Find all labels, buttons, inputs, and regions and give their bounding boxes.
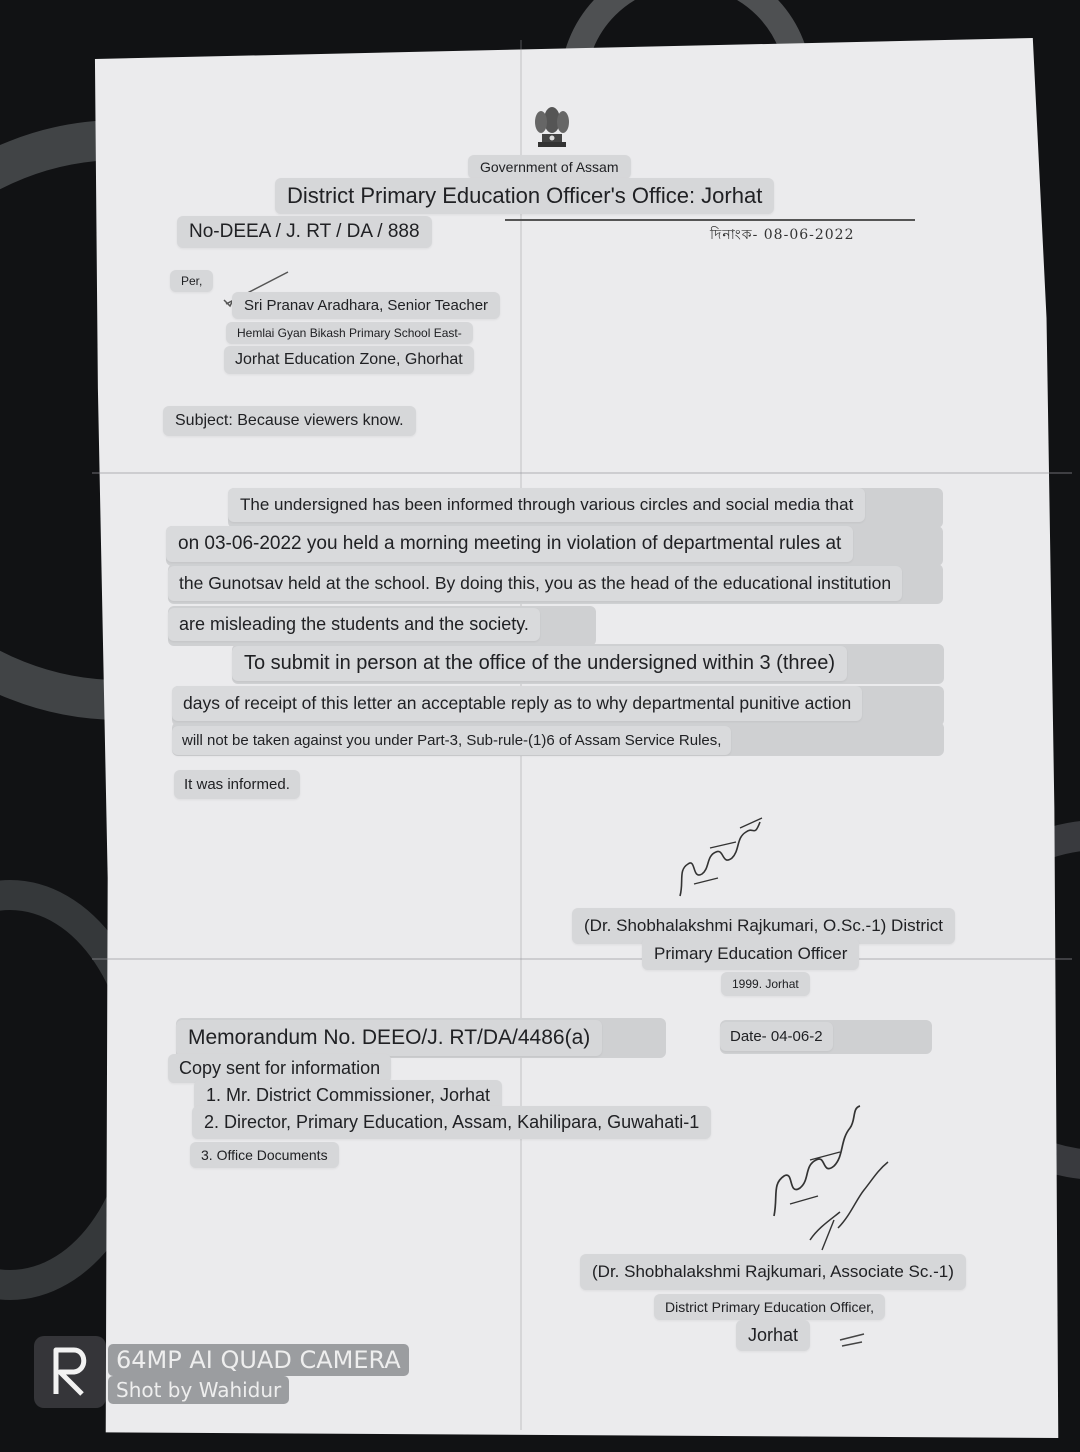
- signatory-2-name: (Dr. Shobhalakshmi Rajkumari, Associate Sc.-1): [580, 1254, 966, 1290]
- per-label: Per,: [170, 270, 213, 292]
- handwritten-mark: [838, 1330, 868, 1350]
- body-line: The undersigned has been informed through various circles and social media that: [228, 488, 865, 522]
- handwritten-signature: [760, 1100, 900, 1260]
- government-label: Government of Assam: [468, 155, 631, 179]
- handwritten-date: দিনাংক- 08-06-2022: [710, 227, 855, 243]
- copy-item: 2. Director, Primary Education, Assam, Kahilipara, Guwahati-1: [192, 1106, 711, 1139]
- body-line: the Gunotsav held at the school. By doing this, you as the head of the educational institution: [168, 566, 902, 601]
- memorandum-number: Memorandum No. DEEO/J. RT/DA/4486(a): [176, 1020, 602, 1056]
- copy-heading: Copy sent for information: [168, 1054, 391, 1083]
- state-emblem-icon: [526, 100, 578, 152]
- body-line: will not be taken against you under Part-3, Sub-rule-(1)6 of Assam Service Rules,: [172, 726, 731, 755]
- camera-logo-icon: [34, 1336, 106, 1408]
- body-line: days of receipt of this letter an acceptable reply as to why departmental punitive action: [172, 686, 862, 721]
- recipient-school: Hemlai Gyan Bikash Primary School East-: [226, 322, 473, 344]
- recipient-name: Sri Pranav Aradhara, Senior Teacher: [232, 292, 500, 319]
- signatory-1-title: Primary Education Officer: [642, 938, 859, 970]
- body-line: are misleading the students and the society.: [168, 608, 540, 641]
- subject-line: Subject: Because viewers know.: [163, 406, 416, 436]
- memorandum-date: Date- 04-06-2: [720, 1022, 833, 1051]
- shot-by-watermark: Shot by Wahidur: [108, 1376, 289, 1404]
- handwritten-signature: [670, 808, 770, 904]
- header-rule: [505, 219, 915, 221]
- signatory-2-place: Jorhat: [736, 1320, 810, 1351]
- recipient-zone: Jorhat Education Zone, Ghorhat: [224, 346, 474, 374]
- reference-number: No-DEEA / J. RT / DA / 888: [177, 216, 432, 248]
- body-line: on 03-06-2022 you held a morning meeting in violation of departmental rules at: [166, 526, 853, 562]
- copy-item: 3. Office Documents: [190, 1142, 339, 1168]
- signatory-1-place: 1999. Jorhat: [721, 972, 810, 996]
- copy-item: 1. Mr. District Commissioner, Jorhat: [194, 1080, 502, 1111]
- signatory-2-title: District Primary Education Officer,: [654, 1294, 885, 1320]
- paper-fold: [92, 958, 1072, 960]
- office-title: District Primary Education Officer's Office: Jorhat: [275, 178, 774, 214]
- body-line: To submit in person at the office of the undersigned within 3 (three): [232, 646, 847, 681]
- camera-watermark: 64MP AI QUAD CAMERA: [108, 1344, 409, 1376]
- signatory-1-name: (Dr. Shobhalakshmi Rajkumari, O.Sc.-1) District: [572, 908, 955, 944]
- closing-line: It was informed.: [174, 770, 300, 799]
- paper-fold: [92, 472, 1072, 474]
